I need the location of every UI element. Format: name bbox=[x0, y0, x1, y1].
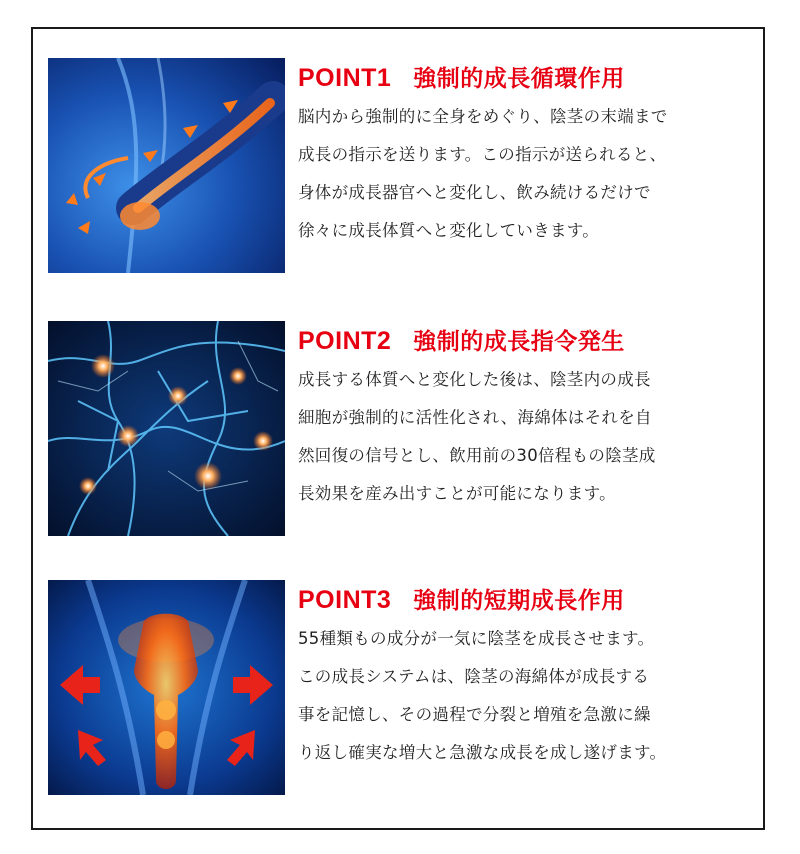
point1-line-3: 身体が成長器官へと変化し、飲み続けるだけで bbox=[298, 183, 651, 202]
point2-line-4: 長効果を産み出すことが可能になります。 bbox=[298, 484, 616, 503]
point3-line-3: 事を記憶し、その過程で分裂と増殖を急激に繰 bbox=[298, 705, 651, 724]
point2-line-3: 然回復の信号とし、飲用前の30倍程もの陰茎成 bbox=[298, 446, 656, 465]
point2-neuron-image bbox=[48, 321, 285, 536]
point3-line-2: この成長システムは、陰茎の海綿体が成長する bbox=[298, 667, 650, 686]
point3-growth-image bbox=[48, 580, 285, 795]
point2-heading bbox=[298, 321, 758, 361]
point2-title: 強制的成長指令発生 bbox=[413, 329, 625, 355]
point2-label: POINT2 bbox=[298, 327, 392, 355]
point3-title: 強制的短期成長作用 bbox=[413, 588, 625, 614]
point-section-2 bbox=[48, 321, 748, 536]
point-section-3 bbox=[48, 580, 748, 795]
point3-line-1: 55種類もの成分が一気に陰茎を成長させます。 bbox=[298, 629, 655, 648]
point3-label: POINT3 bbox=[298, 586, 392, 614]
point3-heading bbox=[298, 580, 758, 620]
point1-line-4: 徐々に成長体質へと変化していきます。 bbox=[298, 221, 600, 240]
point-section-1 bbox=[48, 58, 748, 273]
point2-line-1: 成長する体質へと変化した後は、陰茎内の成長 bbox=[298, 370, 651, 389]
point2-line-2: 細胞が強制的に活性化され、海綿体はそれを自 bbox=[298, 408, 652, 427]
point1-line-1: 脳内から強制的に全身をめぐり、陰茎の末端まで bbox=[298, 107, 668, 126]
point1-line-2: 成長の指示を送ります。この指示が送られると、 bbox=[298, 145, 667, 164]
point3-line-4: り返し確実な増大と急激な成長を成し遂げます。 bbox=[298, 743, 667, 762]
point1-label: POINT1 bbox=[298, 64, 392, 92]
content-frame bbox=[31, 27, 765, 830]
point1-anatomy-image bbox=[48, 58, 285, 273]
point1-heading bbox=[298, 58, 758, 98]
point1-title: 強制的成長循環作用 bbox=[413, 66, 625, 92]
